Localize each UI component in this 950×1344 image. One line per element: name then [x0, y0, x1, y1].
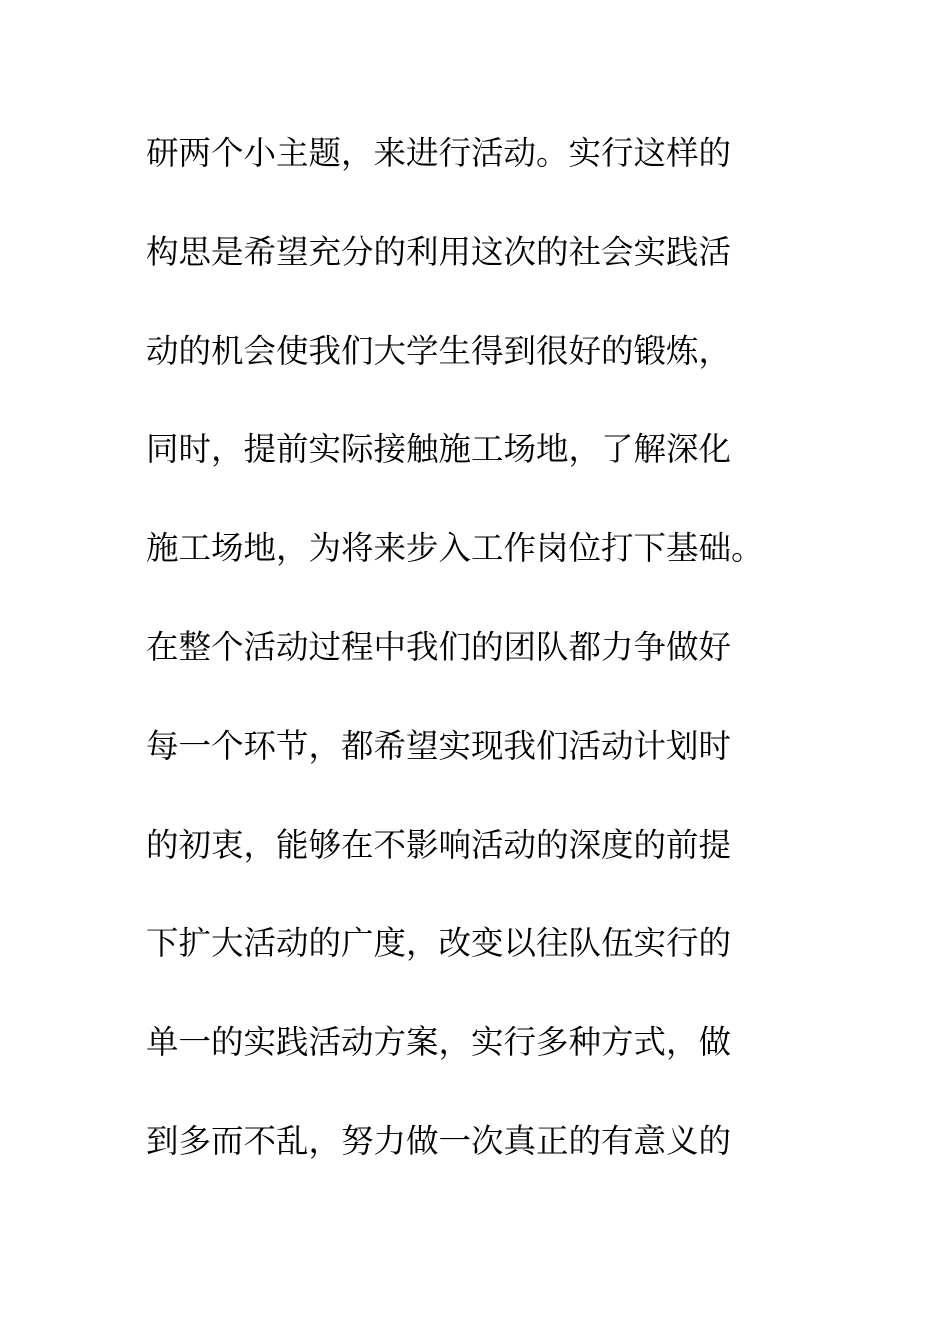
text-line-1: 研两个小主题，来进行活动。实行这样的: [146, 134, 732, 172]
text-line-4: 同时，提前实际接触施工场地，了解深化: [146, 430, 732, 469]
text-line-6: 在整个活动过程中我们的团队都力争做好: [146, 627, 732, 666]
text-line-11: 到多而不乱，努力做一次真正的有意义的: [146, 1121, 732, 1160]
text-line-9: 下扩大活动的广度，改变以往队伍实行的: [146, 924, 732, 963]
text-line-2: 构思是希望充分的利用这次的社会实践活: [146, 232, 732, 271]
body-text: [146, 128, 826, 1215]
text-line-3: 动的机会使我们大学生得到很好的锻炼，: [146, 331, 732, 370]
text-line-5: 施工场地，为将来步入工作岗位打下基础。: [146, 529, 764, 568]
text-line-7: 每一个环节，都希望实现我们活动计划时: [146, 726, 732, 765]
text-line-10: 单一的实践活动方案，实行多种方式，做: [146, 1023, 732, 1062]
text-line-8: 的初衷，能够在不影响活动的深度的前提: [146, 825, 732, 864]
